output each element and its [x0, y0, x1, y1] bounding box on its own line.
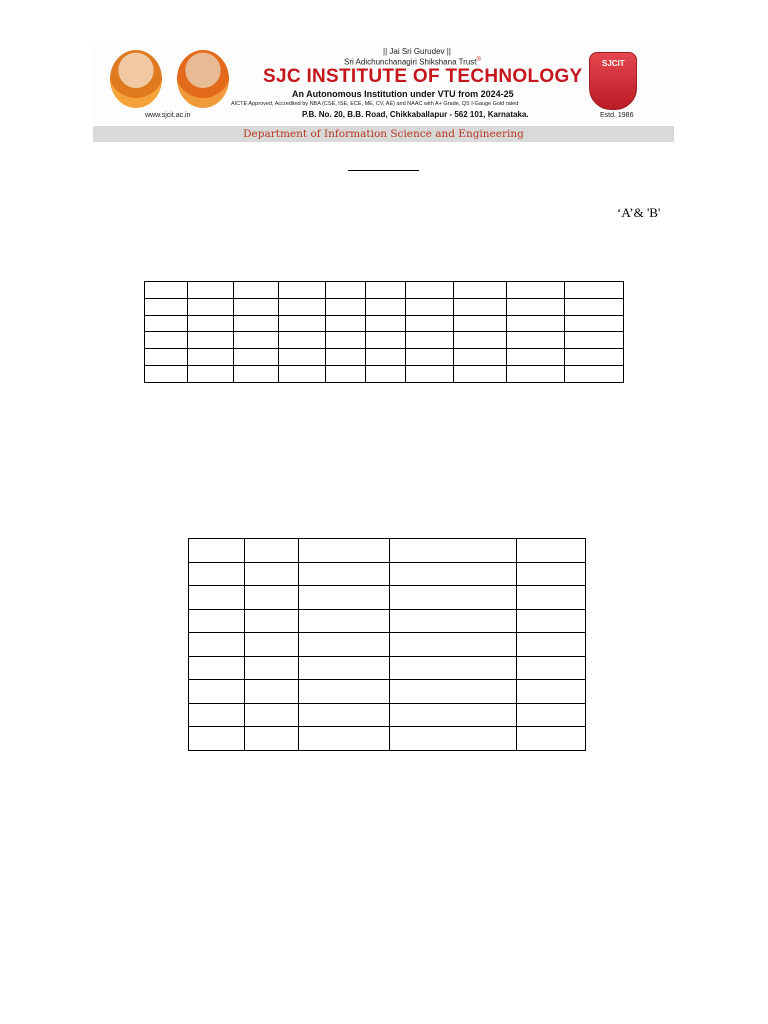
table-cell	[233, 282, 278, 299]
table-cell	[325, 315, 365, 332]
table-cell	[189, 562, 245, 586]
table-row	[189, 727, 586, 751]
table-cell	[507, 298, 565, 315]
table-cell	[565, 315, 624, 332]
table-cell	[517, 586, 586, 610]
table-cell	[517, 680, 586, 704]
table-row	[189, 562, 586, 586]
accreditation-text: AICTE Approved, Accredited by NBA (CSE, ISE, ECE, ME, CV, AE) and NAAC with A+ Grade, QS I-Gauge Gold rated	[231, 101, 519, 107]
college-header-banner	[93, 42, 674, 142]
table-cell	[233, 366, 278, 383]
table-cell	[189, 586, 245, 610]
table-cell	[187, 366, 233, 383]
trust-name: Sri Adichunchanagiri Shikshana Trust®	[344, 57, 481, 67]
table-cell	[390, 609, 517, 633]
table-cell	[189, 727, 245, 751]
table-cell	[145, 315, 188, 332]
table-cell	[565, 349, 624, 366]
table-cell	[565, 282, 624, 299]
table-cell	[390, 680, 517, 704]
institute-name: SJC INSTITUTE OF TECHNOLOGY	[263, 66, 583, 87]
table-cell	[390, 586, 517, 610]
header-top-band	[93, 42, 674, 125]
table-cell	[517, 633, 586, 657]
table-cell	[507, 282, 565, 299]
table-cell	[365, 315, 406, 332]
table-row	[189, 656, 586, 680]
table-cell	[298, 539, 390, 563]
table-cell	[365, 349, 406, 366]
table-cell	[244, 562, 298, 586]
table-cell	[565, 366, 624, 383]
table-cell	[565, 332, 624, 349]
table-cell	[507, 332, 565, 349]
table-cell	[390, 703, 517, 727]
table-cell	[298, 680, 390, 704]
table-1	[144, 281, 624, 383]
table-cell	[189, 656, 245, 680]
table-cell	[325, 332, 365, 349]
table-cell	[325, 282, 365, 299]
table-row	[189, 586, 586, 610]
table-cell	[406, 315, 454, 332]
table-cell	[507, 349, 565, 366]
table-cell	[244, 727, 298, 751]
table-cell	[278, 332, 325, 349]
table-cell	[365, 332, 406, 349]
table-cell	[454, 349, 507, 366]
table-cell	[365, 282, 406, 299]
table-cell	[517, 656, 586, 680]
table-cell	[365, 298, 406, 315]
table-row	[189, 633, 586, 657]
table-cell	[145, 282, 188, 299]
table-row	[189, 539, 586, 563]
table-cell	[298, 586, 390, 610]
guru-portrait-left	[110, 50, 162, 108]
table-cell	[325, 349, 365, 366]
table-cell	[454, 332, 507, 349]
table-cell	[278, 298, 325, 315]
table-cell	[189, 680, 245, 704]
table-cell	[187, 349, 233, 366]
table-row	[145, 315, 624, 332]
table-cell	[298, 656, 390, 680]
table-cell	[145, 332, 188, 349]
table-cell	[145, 349, 188, 366]
table-cell	[406, 366, 454, 383]
table-cell	[390, 727, 517, 751]
website-url: www.sjcit.ac.in	[145, 112, 191, 119]
table-cell	[145, 366, 188, 383]
table-cell	[390, 656, 517, 680]
table-cell	[325, 298, 365, 315]
table-row	[145, 282, 624, 299]
table-cell	[507, 315, 565, 332]
table-cell	[325, 366, 365, 383]
table-cell	[517, 562, 586, 586]
table-row	[145, 298, 624, 315]
table-row	[145, 366, 624, 383]
table-cell	[298, 633, 390, 657]
table-cell	[298, 609, 390, 633]
table-cell	[244, 703, 298, 727]
table-cell	[244, 609, 298, 633]
established-year: Estd. 1986	[600, 112, 634, 119]
table-cell	[365, 366, 406, 383]
department-name: Department of Information Science and Engineering	[93, 126, 674, 142]
invocation-text: || Jai Sri Gurudev ||	[383, 47, 451, 56]
table-cell	[244, 656, 298, 680]
table-cell	[187, 298, 233, 315]
title-underline	[348, 170, 419, 171]
table-cell	[298, 703, 390, 727]
table-cell	[187, 315, 233, 332]
table-cell	[298, 727, 390, 751]
table-cell	[189, 609, 245, 633]
table-cell	[406, 349, 454, 366]
table-cell	[278, 315, 325, 332]
table-cell	[390, 539, 517, 563]
table-cell	[244, 586, 298, 610]
table-cell	[517, 703, 586, 727]
table-cell	[454, 298, 507, 315]
table-row	[189, 703, 586, 727]
table-cell	[565, 298, 624, 315]
table-row	[189, 609, 586, 633]
sections-text: ‘A’& 'B'	[617, 205, 661, 220]
table-cell	[454, 315, 507, 332]
institute-emblem	[589, 52, 637, 110]
table-cell	[189, 539, 245, 563]
table-cell	[278, 282, 325, 299]
table-cell	[233, 298, 278, 315]
table-row	[189, 680, 586, 704]
table-cell	[406, 332, 454, 349]
table-cell	[517, 609, 586, 633]
table-cell	[517, 539, 586, 563]
table-cell	[233, 349, 278, 366]
table-cell	[298, 562, 390, 586]
table-cell	[189, 703, 245, 727]
table-cell	[145, 298, 188, 315]
table-cell	[244, 633, 298, 657]
table-cell	[406, 282, 454, 299]
table-cell	[507, 366, 565, 383]
table-cell	[233, 332, 278, 349]
table-cell	[187, 282, 233, 299]
table-cell	[187, 332, 233, 349]
table-cell	[454, 282, 507, 299]
table-cell	[406, 298, 454, 315]
table-cell	[278, 366, 325, 383]
emblem-text: SJCIT	[602, 59, 625, 68]
table-cell	[244, 539, 298, 563]
table-2	[188, 538, 586, 751]
table-cell	[189, 633, 245, 657]
table-row	[145, 332, 624, 349]
table-row	[145, 349, 624, 366]
table-cell	[454, 366, 507, 383]
institute-address: P.B. No. 20, B.B. Road, Chikkaballapur - 562 101, Karnataka.	[302, 110, 529, 119]
table-cell	[390, 633, 517, 657]
guru-portrait-right	[177, 50, 229, 108]
table-cell	[278, 349, 325, 366]
table-cell	[390, 562, 517, 586]
autonomy-text: An Autonomous Institution under VTU from 2024-25	[292, 89, 514, 99]
table-cell	[233, 315, 278, 332]
table-cell	[244, 680, 298, 704]
table-cell	[517, 727, 586, 751]
